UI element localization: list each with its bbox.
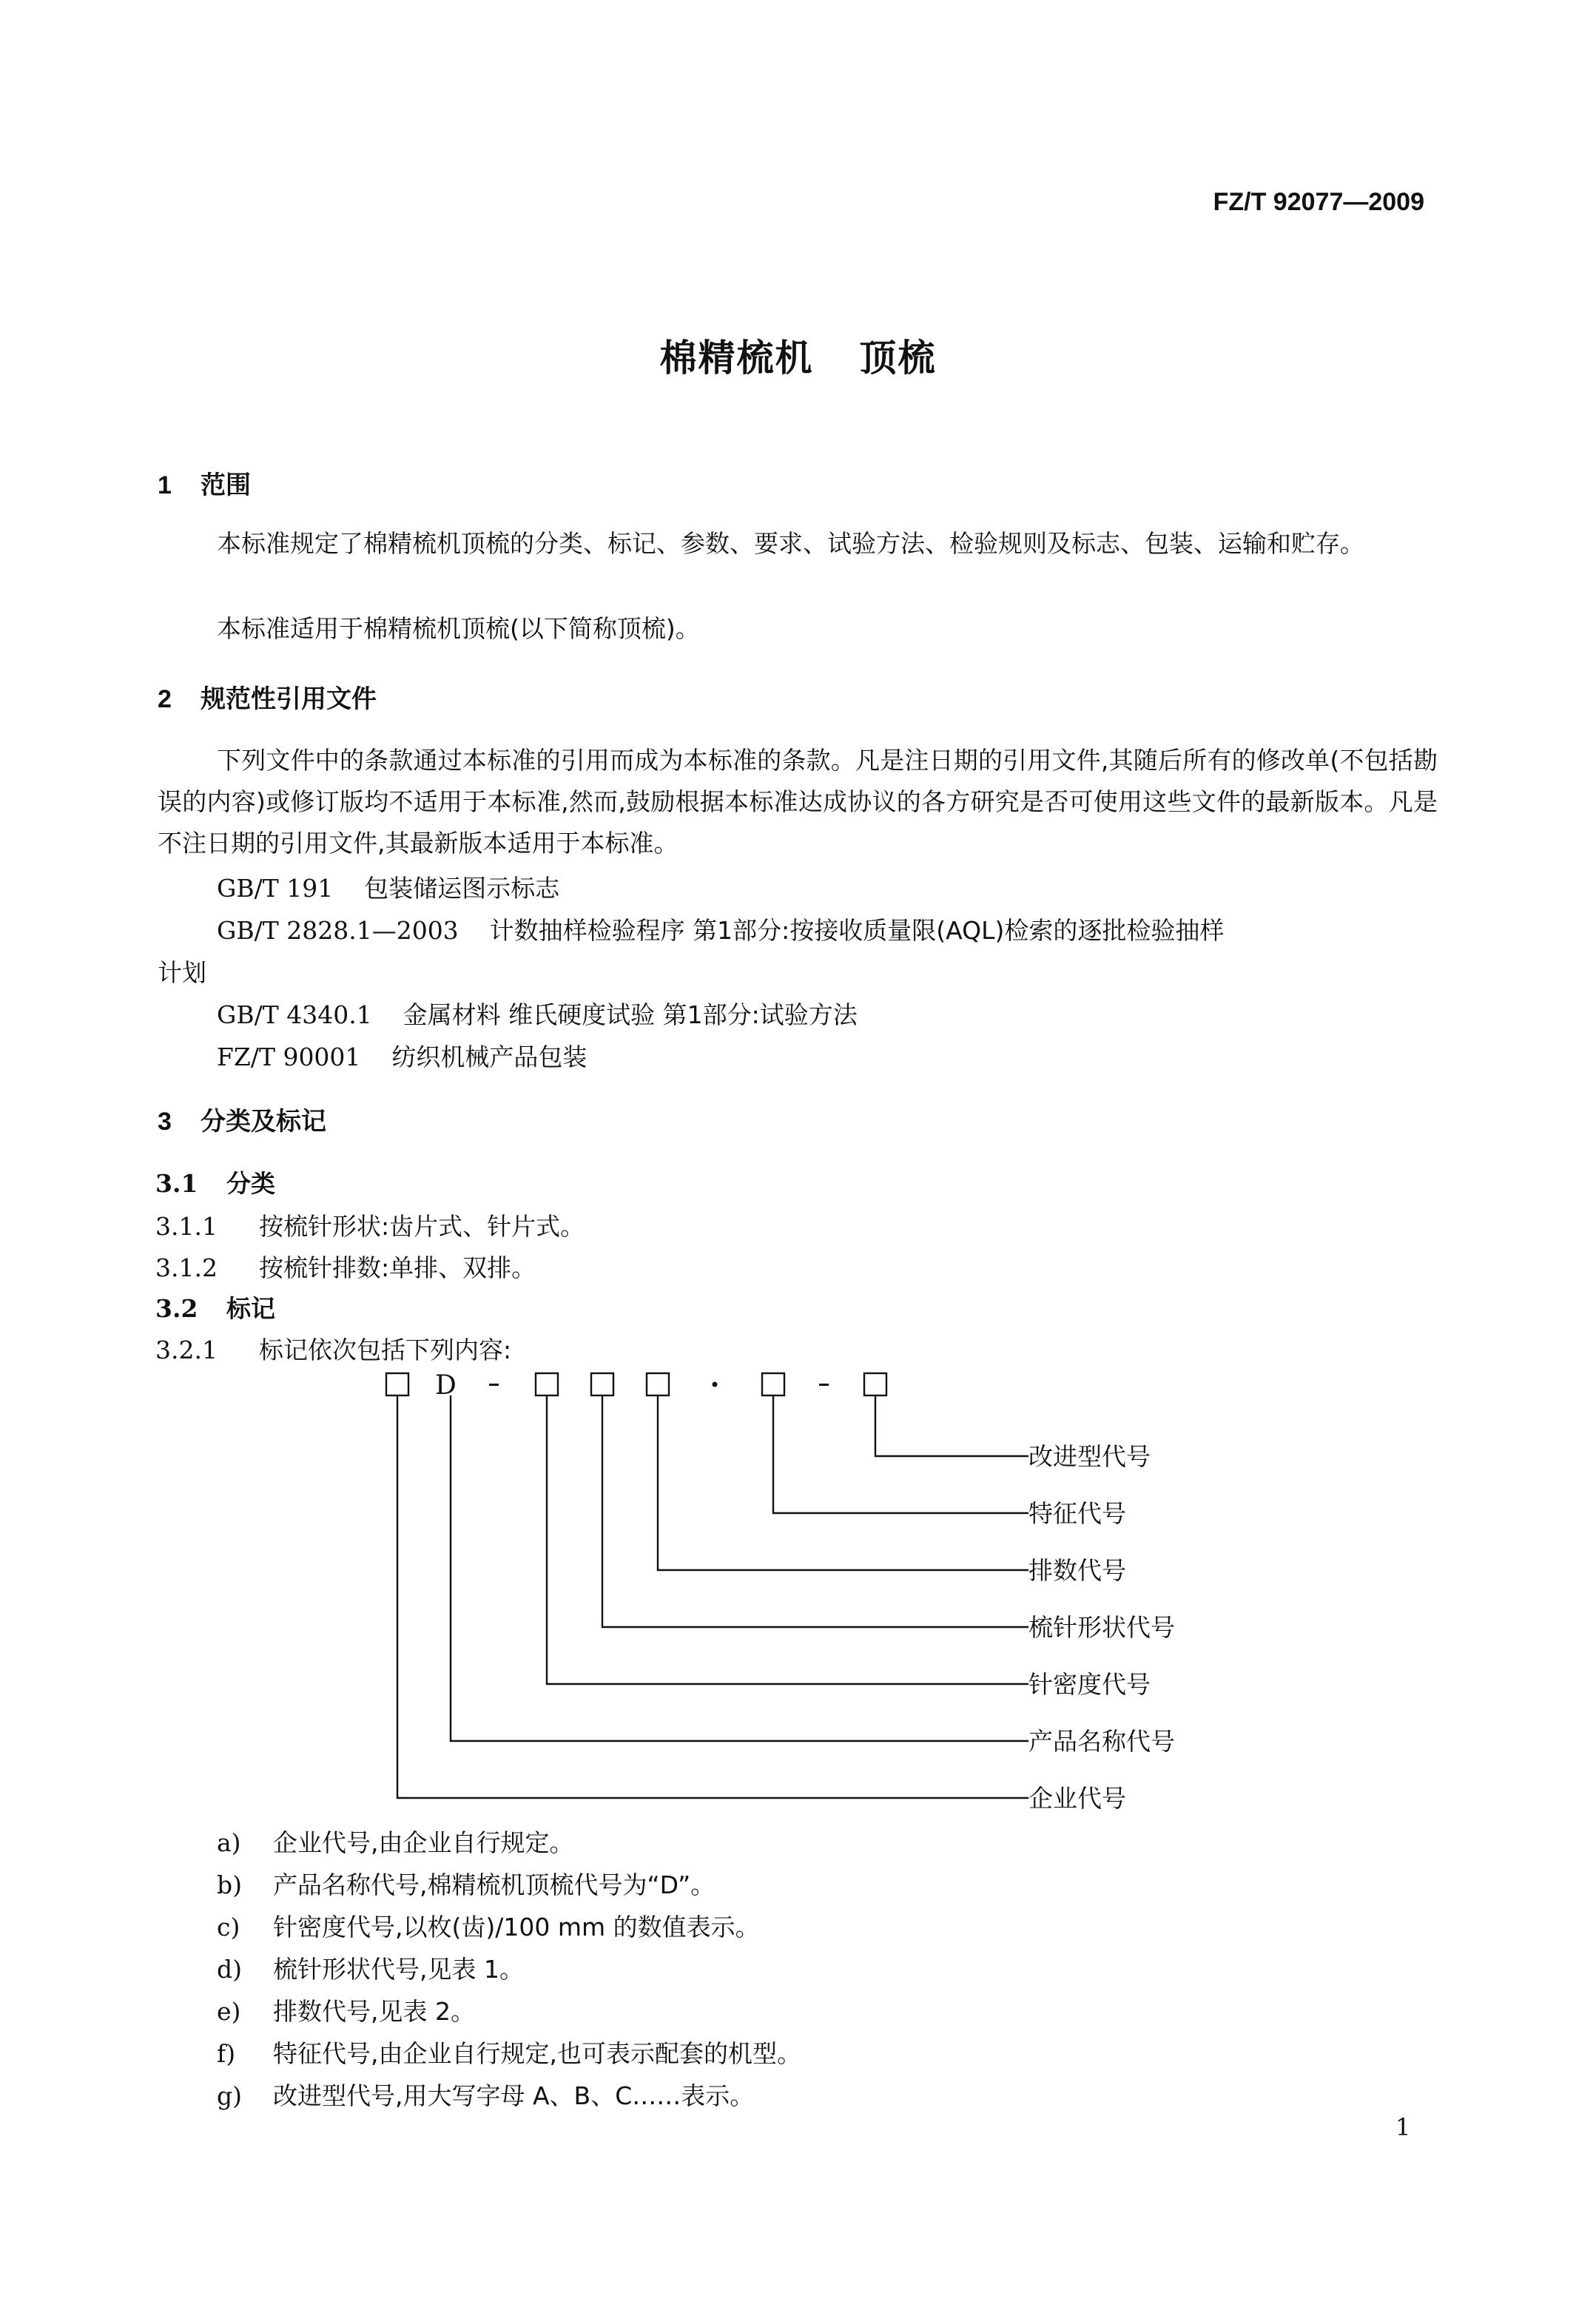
standard-code: FZ/T 92077—2009 [1213, 188, 1424, 216]
code-box-feature [762, 1373, 784, 1395]
list-item-text: 企业代号,由企业自行规定。 [273, 1828, 574, 1857]
reference-continuation: 计划 [158, 958, 206, 987]
list-item-text: 特征代号,由企业自行规定,也可表示配套的机型。 [273, 2039, 801, 2068]
subsection-number: 3.1 [155, 1169, 198, 1198]
subsection-number: 3.1.1 [155, 1212, 218, 1241]
label-product-name-code: 产品名称代号 [1028, 1727, 1175, 1756]
list-item-letter: e) [217, 1997, 241, 2026]
list-item-text: 排数代号,见表 2。 [273, 1997, 475, 2026]
section-number: 3 [158, 1108, 172, 1136]
label-enterprise-code: 企业代号 [1028, 1784, 1126, 1813]
label-revision-code: 改进型代号 [1028, 1442, 1151, 1471]
label-needle-density-code: 针密度代号 [1028, 1670, 1151, 1699]
list-item-letter: a) [217, 1828, 241, 1857]
list-item [217, 1908, 760, 1943]
section-number: 2 [158, 685, 172, 713]
subsection-text: 按梳针排数:单排、双排。 [259, 1253, 536, 1282]
list-item-text: 产品名称代号,棉精梳机顶梳代号为“D”。 [273, 1870, 715, 1899]
code-separator-dash [819, 1384, 829, 1386]
subsection-number: 3.2 [155, 1294, 198, 1323]
list-item [217, 1950, 524, 1985]
list-item-letter: b) [217, 1870, 242, 1899]
code-box-revision [864, 1373, 886, 1395]
code-separator-dash [489, 1384, 499, 1386]
product-letter-d: D [435, 1370, 457, 1401]
reference-title: 包装储运图示标志 [364, 874, 560, 903]
list-item-text: 针密度代号,以枚(齿)/100 mm 的数值表示。 [273, 1913, 760, 1941]
list-item-text: 梳针形状代号,见表 1。 [273, 1955, 524, 1984]
section-title: 范围 [201, 471, 251, 500]
reference-title: 金属材料 维氏硬度试验 第1部分:试验方法 [403, 1000, 858, 1029]
section-title: 规范性引用文件 [201, 684, 377, 714]
list-item-letter: f) [217, 2039, 236, 2068]
list-item-letter: d) [217, 1955, 242, 1984]
leader-line-needle-density [547, 1395, 1028, 1684]
subsection-text: 标记依次包括下列内容: [259, 1336, 512, 1364]
subsection-title: 分类 [226, 1169, 275, 1198]
code-box-needle-shape [591, 1373, 613, 1395]
section-title: 分类及标记 [201, 1107, 326, 1136]
reference-code: GB/T 4340.1 [217, 1000, 372, 1029]
list-item [217, 1866, 715, 1901]
page-number: 1 [1395, 2113, 1411, 2141]
leader-line-row-count [658, 1395, 1028, 1570]
label-feature-code: 特征代号 [1028, 1499, 1126, 1528]
leader-line-feature [773, 1395, 1028, 1513]
list-item-letter: g) [217, 2081, 242, 2110]
list-item [217, 1993, 475, 2027]
code-box-row-count [647, 1373, 669, 1395]
section-2-paragraph-1: 下列文件中的条款通过本标准的引用而成为本标准的条款。凡是注日期的引用文件,其随后所有的修改单(不包括勘误的内容)或修订版均不适用于本标准,然而,鼓励根据本标准达成协议的各方研究是否可使用这些文件的最新版本。凡是不注日期的引用文件,其最新版本适用于本标准。 [158, 746, 1438, 858]
leader-line-needle-shape [602, 1395, 1028, 1627]
reference-code: GB/T 191 [217, 874, 334, 903]
subsection-text: 按梳针形状:齿片式、针片式。 [259, 1212, 585, 1241]
list-item-text: 改进型代号,用大写字母 A、B、C……表示。 [273, 2081, 755, 2110]
section-1-paragraph-1: 本标准规定了棉精梳机顶梳的分类、标记、参数、要求、试验方法、检验规则及标志、包装、运输和贮存。 [217, 529, 1364, 558]
list-item [217, 2077, 754, 2112]
code-box-needle-density [536, 1373, 558, 1395]
section-1-paragraph-2: 本标准适用于棉精梳机顶梳(以下简称顶梳)。 [217, 614, 700, 643]
leader-line-product-name [451, 1395, 1028, 1741]
list-item-letter: c) [217, 1913, 240, 1941]
title-part-1: 棉精梳机 [659, 337, 814, 380]
subsection-number: 3.2.1 [155, 1336, 218, 1364]
title-part-2: 顶梳 [859, 337, 937, 380]
subsection-title: 标记 [226, 1294, 275, 1323]
leader-line-revision [875, 1395, 1028, 1456]
section-number: 1 [158, 471, 172, 499]
reference-code: FZ/T 90001 [217, 1043, 361, 1071]
subsection-number: 3.1.2 [155, 1253, 218, 1282]
label-needle-shape-code: 梳针形状代号 [1028, 1613, 1175, 1642]
reference-title: 纺织机械产品包装 [391, 1043, 587, 1071]
reference-title: 计数抽样检验程序 第1部分:按接收质量限(AQL)检索的逐批检验抽样 [489, 916, 1225, 945]
list-item [217, 2035, 801, 2069]
reference-code: GB/T 2828.1—2003 [217, 916, 459, 945]
list-item [217, 1824, 574, 1859]
code-box-enterprise [386, 1373, 408, 1395]
code-separator-dot [713, 1382, 718, 1387]
label-row-count-code: 排数代号 [1028, 1556, 1126, 1585]
